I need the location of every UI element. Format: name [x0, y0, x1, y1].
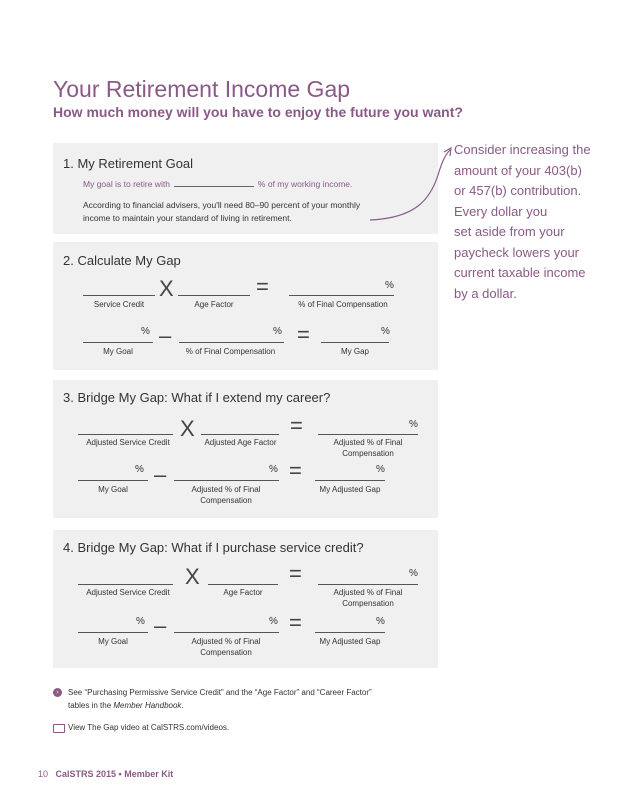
age-factor-blank[interactable]: [208, 584, 278, 585]
callout-line: paycheck lowers your: [454, 244, 579, 260]
percent-sign: %: [409, 568, 418, 579]
label-line: Compensation: [342, 599, 394, 608]
callout-line: by a dollar.: [454, 285, 517, 301]
video-icon: [53, 724, 65, 733]
times-sign: X: [185, 564, 200, 589]
final-comp-label: % of Final Compensation: [185, 347, 276, 356]
equals-sign: =: [289, 561, 302, 586]
my-gap-blank[interactable]: [321, 342, 389, 343]
final-comp-blank[interactable]: [289, 295, 394, 296]
callout-line: amount of your 403(b): [454, 162, 582, 178]
equals-sign: =: [256, 274, 269, 299]
section-extend-career: [53, 380, 438, 518]
adj-service-credit-label: Adjusted Service Credit: [86, 588, 170, 597]
note-suffix: .: [181, 701, 184, 710]
section-purchase-credit: [53, 530, 438, 668]
contribution-callout: [454, 140, 604, 304]
my-goal-label: My Goal: [98, 485, 128, 494]
age-factor-label: Age Factor: [194, 300, 234, 309]
note-line: See “Purchasing Permissive Service Credit” and the “Age Factor” and “Career Factor”: [68, 688, 372, 697]
percent-sign: %: [376, 464, 385, 475]
callout-line: set aside from your: [454, 224, 565, 239]
callout-arrow-icon: [360, 140, 455, 225]
page-title: Your Retirement Income Gap: [53, 76, 351, 102]
section-title: 4. Bridge My Gap: What if I purchase service credit?: [63, 540, 364, 555]
footer-text: CalSTRS 2015 • Member Kit: [55, 769, 174, 779]
callout-line: current taxable income: [454, 265, 586, 280]
goal-percent-blank[interactable]: [174, 186, 254, 187]
goal-suffix: % of my working income.: [257, 179, 353, 189]
adj-age-factor-label: Adjusted Age Factor: [204, 438, 277, 447]
my-gap-label: My Gap: [340, 347, 369, 356]
goal-line: [83, 179, 352, 189]
minus-sign: –: [154, 462, 167, 487]
section-calculate-gap: [53, 242, 438, 370]
times-sign: X: [159, 276, 174, 301]
adj-service-credit-blank[interactable]: [78, 584, 173, 585]
my-adjusted-gap-label: My Adjusted Gap: [319, 485, 381, 494]
my-goal-blank[interactable]: [78, 480, 148, 481]
percent-sign: %: [385, 280, 394, 291]
adj-final-comp-blank[interactable]: [318, 584, 418, 585]
page-subtitle: How much money will you have to enjoy the future you want?: [53, 104, 463, 120]
times-sign: X: [180, 416, 195, 441]
adj-service-credit-label: Adjusted Service Credit: [86, 438, 170, 447]
adj-final-comp-blank[interactable]: [174, 632, 279, 633]
member-handbook-link[interactable]: Member Handbook: [113, 701, 182, 710]
adj-final-comp-label: [171, 636, 281, 658]
percent-sign: %: [273, 326, 282, 337]
label-line: Compensation: [200, 496, 252, 505]
callout-line: Every dollar you: [454, 203, 548, 219]
final-comp-label: % of Final Compensation: [298, 300, 388, 309]
page-footer: [38, 769, 173, 779]
my-adjusted-gap-blank[interactable]: [315, 632, 385, 633]
label-line: Adjusted % of Final: [191, 637, 261, 646]
my-goal-blank[interactable]: [83, 342, 153, 343]
label-line: Adjusted % of Final: [333, 588, 403, 597]
adj-final-comp-label: [313, 437, 423, 459]
my-goal-blank[interactable]: [78, 632, 148, 633]
minus-sign: –: [154, 613, 167, 638]
label-line: Adjusted % of Final: [333, 438, 403, 447]
percent-sign: %: [409, 419, 418, 430]
adj-age-factor-blank[interactable]: [201, 434, 279, 435]
percent-sign: %: [135, 464, 144, 475]
age-factor-blank[interactable]: [178, 295, 250, 296]
age-factor-label: Age Factor: [223, 588, 263, 597]
page-number: 10: [38, 769, 49, 779]
handbook-note: [68, 686, 372, 712]
percent-sign: %: [381, 326, 390, 337]
adj-final-comp-blank[interactable]: [174, 480, 279, 481]
adj-final-comp-blank[interactable]: [318, 434, 418, 435]
percent-sign: %: [141, 326, 150, 337]
adj-final-comp-label: [313, 587, 423, 609]
label-line: Adjusted % of Final: [191, 485, 261, 494]
adj-service-credit-blank[interactable]: [78, 434, 173, 435]
my-goal-label: My Goal: [103, 347, 133, 356]
callout-line: or 457(b) contribution.: [454, 183, 582, 198]
equals-sign: =: [297, 322, 310, 347]
equals-sign: =: [289, 610, 302, 635]
advice-paragraph: According to financial advisers, you'll need 80–90 percent of your monthly income to maintain your standard of living in retirement.: [83, 200, 361, 223]
section-title: 2. Calculate My Gap: [63, 253, 181, 268]
equals-sign: =: [289, 458, 302, 483]
label-line: Compensation: [200, 648, 252, 657]
section-title: 3. Bridge My Gap: What if I extend my career?: [63, 390, 331, 405]
my-adjusted-gap-label: My Adjusted Gap: [319, 637, 381, 646]
section-title: 1. My Retirement Goal: [63, 156, 194, 171]
percent-sign: %: [376, 616, 385, 627]
minus-sign: –: [159, 323, 172, 348]
my-adjusted-gap-blank[interactable]: [315, 480, 385, 481]
adj-final-comp-label: [171, 484, 281, 506]
arrow-circle-icon: ›: [53, 688, 62, 697]
goal-prefix: My goal is to retire with: [83, 179, 170, 189]
percent-sign: %: [136, 616, 145, 627]
percent-sign: %: [269, 464, 278, 475]
service-credit-blank[interactable]: [83, 295, 155, 296]
final-comp-blank[interactable]: [179, 342, 284, 343]
label-line: Compensation: [342, 449, 394, 458]
note-prefix: tables in the: [68, 701, 114, 710]
callout-line: Consider increasing the: [454, 142, 591, 157]
my-goal-label: My Goal: [98, 637, 128, 646]
equals-sign: =: [290, 413, 303, 438]
service-credit-label: Service Credit: [93, 300, 145, 309]
percent-sign: %: [269, 616, 278, 627]
video-note[interactable]: View The Gap video at CalSTRS.com/videos.: [68, 723, 230, 732]
